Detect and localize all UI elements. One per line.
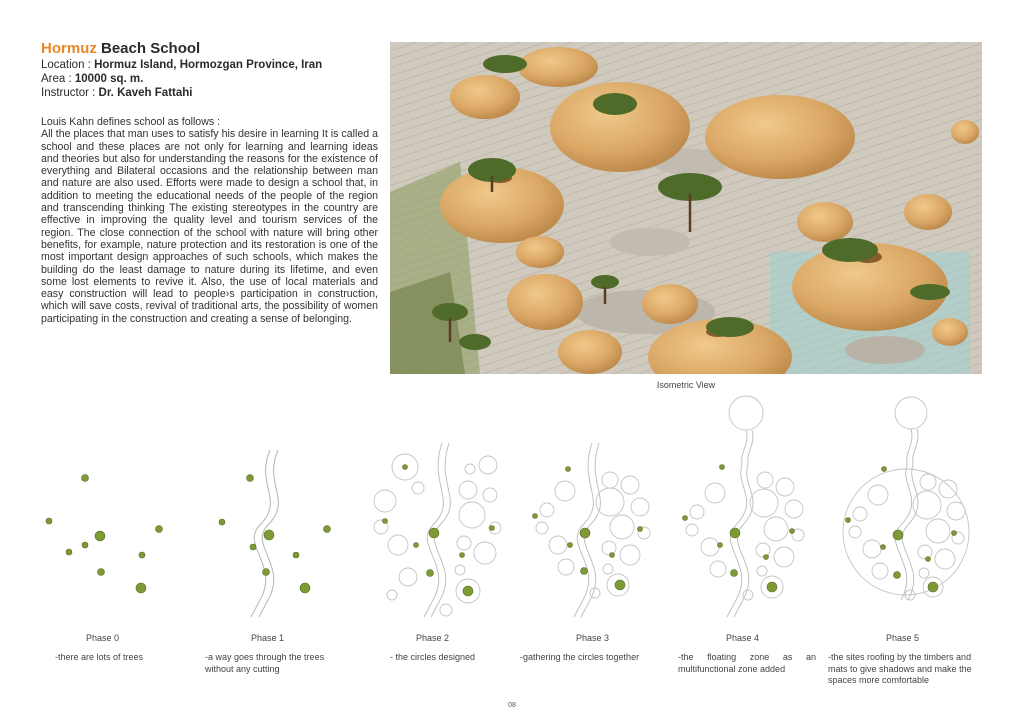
phase-4-desc: -the floating zone as an multifunctional zone added	[678, 652, 816, 674]
phase-1-diagram	[185, 395, 350, 695]
area-line	[41, 72, 143, 86]
phase-5-diagram	[820, 395, 985, 695]
phase-0-desc: -there are lots of trees	[55, 652, 144, 662]
isometric-view-image	[390, 42, 982, 374]
area-label: Area :	[41, 73, 75, 85]
location-label: Location :	[41, 59, 95, 71]
phase-2-diagram	[350, 395, 515, 695]
isometric-view-caption: Isometric View	[656, 380, 716, 390]
phase-4-label: Phase 4	[725, 633, 760, 643]
phase-3-diagram	[510, 395, 675, 695]
instructor-value: Dr. Kaveh Fattahi	[98, 87, 193, 99]
phase-2-label: Phase 2	[415, 633, 450, 643]
phase-1-desc: -a way goes through the trees without any cutting	[205, 652, 325, 674]
instructor-line	[41, 86, 192, 100]
page-number: 08	[508, 702, 516, 709]
intro-line: Louis Kahn defines school as follows :	[41, 116, 221, 128]
phase-2-desc: - the circles designed	[390, 652, 476, 662]
title-rest: Beach School	[96, 40, 201, 57]
phase-5-label: Phase 5	[885, 633, 920, 643]
location-line	[41, 58, 322, 72]
phase-3-label: Phase 3	[575, 633, 610, 643]
phase-0-diagram	[20, 395, 185, 695]
page-title	[41, 40, 200, 57]
phase-0-label: Phase 0	[85, 633, 120, 643]
title-accent: Hormuz	[41, 40, 97, 57]
description-block	[41, 116, 378, 325]
phase-3-desc: -gathering the circles together	[520, 652, 640, 662]
area-value: 10000 sq. m.	[74, 73, 144, 85]
phase-5-desc: -the sites roofing by the timbers and mats to give shadows and make the spaces more comfortable	[828, 652, 972, 685]
phase-1-label: Phase 1	[250, 633, 285, 643]
instructor-label: Instructor :	[41, 87, 99, 99]
description-paragraph: All the places that man uses to satisfy his desire in learning It is called a school and these places are not only for learning and learning ideas and theories but also for understanding the reasons for the existence of everything and Bilateral occasions and the relationship between man and nature are also used. Efforts were made to design a school that, in addition to meeting the educational needs of the people of the region and transcending thinking The existing stereotypes in the country are effective in improving the quality level and tourism services of the region. The close connection of the school with nature will bring other benefits, for example, nature protection and its restoration is one of the most important design approaches of such schools, which makes the building do the least damage to nature during its lifetime, and even some lost elements to revive it. Also, the use of local materials and easy construction will lead to people›s participation in construction, which will save costs, revival of traditional arts, the possibility of women participating in the construction and creating a sense of belonging.	[41, 128, 378, 325]
phase-4-diagram	[660, 395, 825, 695]
location-value: Hormuz Island, Hormozgan Province, Iran	[94, 59, 323, 71]
